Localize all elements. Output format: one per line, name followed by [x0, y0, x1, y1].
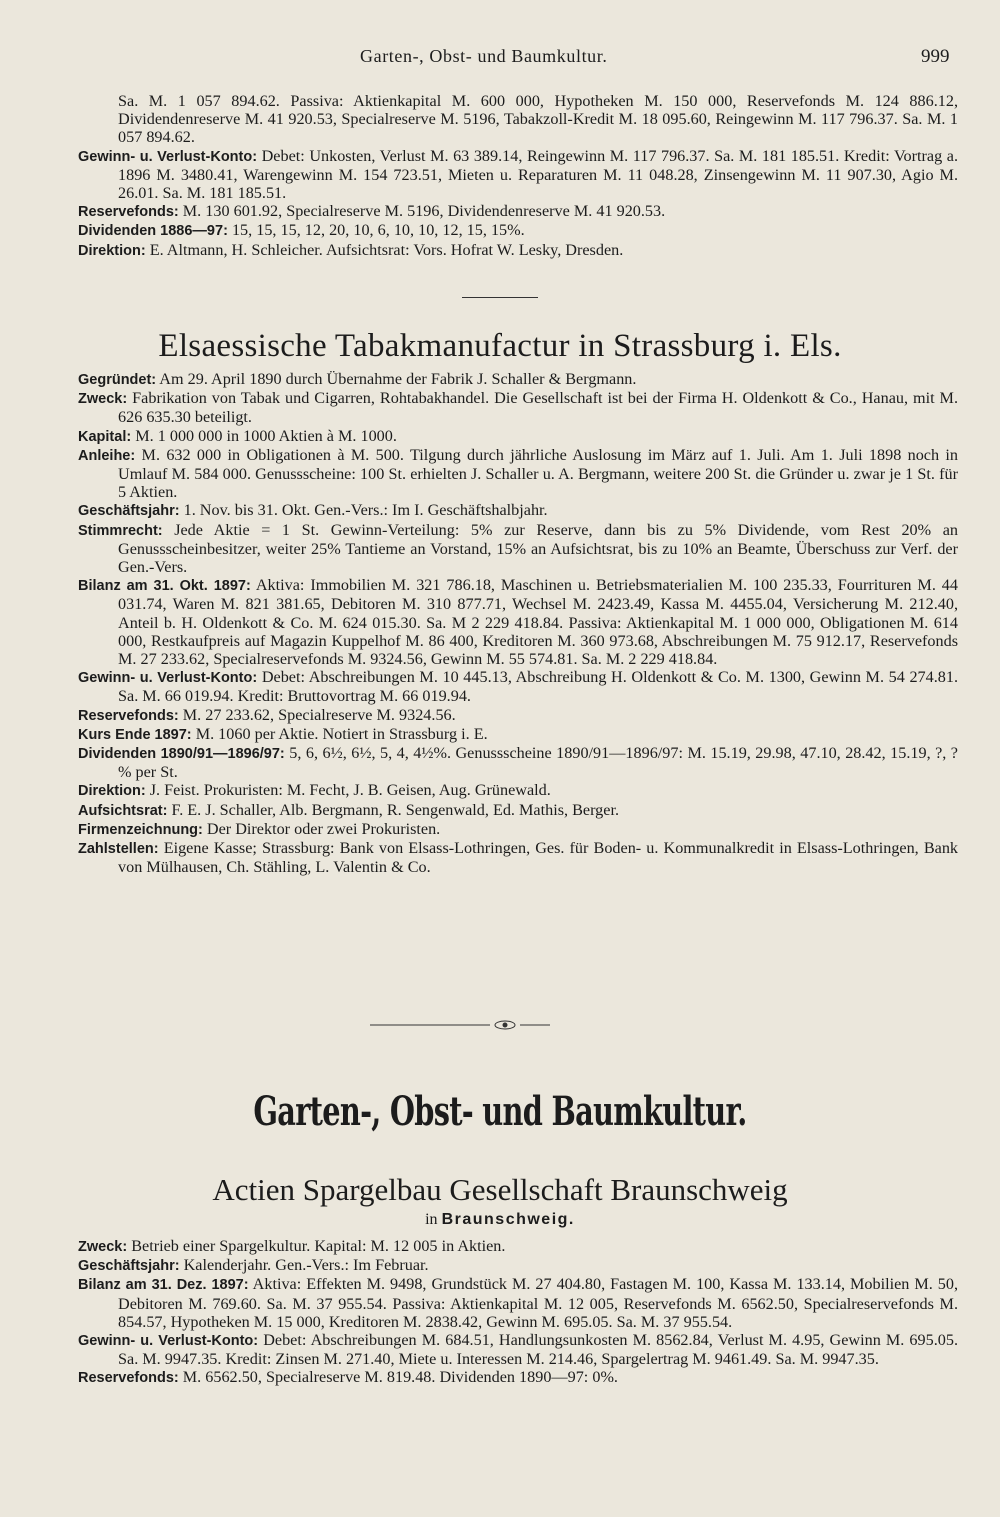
page-number: 999 [921, 46, 950, 67]
entry-text: M. 1060 per Aktie. Notiert in Strassburg i. E. [195, 724, 488, 743]
entry-paragraph [78, 389, 958, 426]
entry-text: 5, 6, 6½, 6½, 5, 4, 4½%. Genussscheine 1890/91—1896/97: M. 15.19, 29.98, 47.10, 28.42, 15.19, ?, ?% per St. [118, 744, 958, 782]
entry-text: 15, 15, 15, 12, 20, 10, 6, 10, 10, 12, 15, 15%. [231, 221, 525, 240]
entry-paragraph [78, 92, 958, 147]
entry-text: M. 632 000 in Obligationen à M. 500. Tilgung durch jährliche Auslosung im März auf 1. Juli. Am 1. Juli 1898 noch in Umlauf M. 584 000. Genussscheine: 100 St. erhielten J. Schaller u. A. Bergmann, weitere 200 St. die Gründer u. zwar je 1 St. für 5 Aktien. [118, 445, 959, 502]
entry-paragraph [78, 501, 958, 520]
entry-paragraph [78, 202, 958, 221]
entry-label: Direktion: [78, 783, 146, 800]
entry-label: Firmenzeichnung: [78, 821, 203, 838]
entry-text: Fabrikation von Tabak und Cigarren, Rohtabakhandel. Die Gesellschaft ist bei der Firma H. Oldenkott & Co., Hanau, mit M. 626 635.30 beteiligt. [118, 389, 958, 427]
entry-label: Anleihe: [78, 447, 136, 464]
ornament-divider [370, 1018, 550, 1032]
entry-paragraph [78, 521, 958, 577]
entry-text: Debet: Abschreibungen M. 684.51, Handlungsunkosten M. 8562.84, Verlust M. 4.95, Gewinn M. 695.05. Sa. M. 9947.35. Kredit: Zinsen M. 271.40, Miete u. Interessen M. 214.46, Spargelertrag M. 9461.49. Sa. M. 9947.35. [118, 1331, 958, 1369]
entry-label: Gewinn- u. Verlust-Konto: [78, 670, 258, 687]
entry-text: Debet: Unkosten, Verlust M. 63 389.14, Reingewinn M. 117 796.37. Sa. M. 181 185.51. Kredit: Vortrag a. 1896 M. 3480.41, Warengewinn M. 154 723.51, Mieten u. Reparaturen M. 11 048.28, Zinsengewinn M. 11 907.30, Agio M. 26.01. Sa. M. 181 185.51. [118, 146, 958, 203]
entry-paragraph [78, 1275, 958, 1331]
entry-text: Aktiva: Effekten M. 9498, Grundstück M. 27 404.80, Fastagen M. 100, Kassa M. 133.14, Mobilien M. 50, Debitoren M. 769.60. Sa. M. 37 955.54. Passiva: Aktienkapital M. 12 005, Reservefonds M. 6562.50, Specialreservefonds M. 854.57, Hypotheken M. 15 000, Kreditoren M. 2838.42, Gewinn M. 695.05. Sa. M. 37 955.54. [118, 1275, 958, 1331]
entry-paragraph [78, 147, 958, 203]
entry-paragraph [78, 576, 958, 668]
entry-label: Bilanz am 31. Dez. 1897: [78, 1277, 249, 1294]
company-location [0, 1211, 1000, 1229]
entry-label: Dividenden 1890/91—1896/97: [78, 746, 285, 763]
entry-label: Reservefonds: [78, 707, 179, 724]
entry-paragraph [78, 706, 958, 725]
location-name: Braunschweig. [441, 1211, 575, 1228]
entry-label: Dividenden 1886—97: [78, 223, 228, 240]
entry-label: Zahlstellen: [78, 841, 159, 858]
entry-paragraph [78, 446, 958, 502]
entry-label: Aufsichtsrat: [78, 802, 168, 819]
entry-label: Geschäftsjahr: [78, 503, 180, 520]
company-2-entries [78, 1237, 958, 1388]
entry-label: Reservefonds: [78, 1370, 179, 1387]
entry-text: Eigene Kasse; Strassburg: Bank von Elsass-Lothringen, Ges. für Boden- u. Kommunalkredit in Elsass-Lothringen, Bank von Mülhausen, Ch. Stähling, L. Valentin & Co. [118, 839, 959, 877]
entry-paragraph [78, 427, 958, 446]
continuation-block [78, 92, 958, 260]
entry-label: Gegründet: [78, 372, 157, 388]
entry-paragraph [78, 744, 958, 781]
entry-label: Zweck: [78, 1239, 128, 1255]
entry-label: Zweck: [78, 391, 128, 408]
entry-label: Gewinn- u. Verlust-Konto: [78, 1333, 259, 1350]
entry-label: Gewinn- u. Verlust-Konto: [78, 148, 258, 165]
entry-paragraph [78, 221, 958, 240]
entry-label: Direktion: [78, 242, 146, 259]
entry-label: Kurs Ende 1897: [78, 726, 192, 743]
entry-paragraph [78, 781, 958, 800]
entry-paragraph [78, 1331, 958, 1368]
section-title: Garten-, Obst- und Baumkultur. [253, 1088, 747, 1135]
entry-text: Der Direktor oder zwei Prokuristen. [206, 819, 441, 838]
entry-text: M. 130 601.92, Specialreserve M. 5196, Dividendenreserve M. 41 920.53. [182, 202, 666, 221]
entry-paragraph [78, 1256, 958, 1275]
entry-text: 1. Nov. bis 31. Okt. Gen.-Vers.: Im I. Geschäftshalbjahr. [183, 501, 548, 520]
entry-text: Aktiva: Immobilien M. 321 786.18, Maschinen u. Betriebsmaterialien M. 100 235.33, Fourrituren M. 44 031.74, Waren M. 821 381.65, Debitoren M. 310 877.71, Wechsel M. 2423.49, Kassa M. 4455.04, Versicherung M. 212.40, Anteil b. H. Oldenkott & Co. M. 624 015.30. Sa. M 2 229 418.84. Passiva: Aktienkapital M. 1 000 000, Obligationen M. 614 000, Restkaufpreis auf Magazin Kuppelhof M. 86 400, Kreditoren M. 360 973.68, Abschreibungen M. 75 912.17, Reservefonds M. 27 233.62, Specialreservefonds M. 9324.56, Gewinn M. 55 574.81. Sa. M. 2 229 418.84. [118, 576, 958, 669]
running-title: Garten-, Obst- und Baumkultur. [360, 46, 608, 66]
company-1-entries [78, 370, 958, 876]
entry-text: Debet: Abschreibungen M. 10 445.13, Abschreibung H. Oldenkott & Co. M. 1300, Gewinn M. 54 274.81. Sa. M. 66 019.94. Kredit: Bruttovortrag M. 66 019.94. [118, 668, 959, 706]
entry-text: F. E. J. Schaller, Alb. Bergmann, R. Sengenwald, Ed. Mathis, Berger. [171, 800, 619, 819]
company-heading-1: Elsaessische Tabakmanufactur in Strassburg i. Els. [158, 328, 842, 364]
entry-text: Jede Aktie = 1 St. Gewinn-Verteilung: 5% zur Reserve, dann bis zu 5% Dividende, vom Rest 20% an Genussscheinbesitzer, weiter 25% Tantieme an Vorstand, 15% an Aufsichtsrat, bis zu 10% an Beamte, Überschuss zur Verf. der Gen.-Vers. [118, 520, 959, 577]
entry-text: E. Altmann, H. Schleicher. Aufsichtsrat: Vors. Hofrat W. Lesky, Dresden. [149, 240, 624, 259]
entry-text: J. Feist. Prokuristen: M. Fecht, J. B. Geisen, Aug. Grünewald. [149, 781, 551, 800]
entry-paragraph [78, 1368, 958, 1387]
entry-label: Stimmrecht: [78, 522, 163, 539]
entry-text: Kalenderjahr. Gen.-Vers.: Im Februar. [183, 1256, 429, 1275]
entry-text: Betrieb einer Spargelkultur. Kapital: M. 12 005 in Aktien. [131, 1237, 506, 1255]
separator-rule [462, 297, 538, 298]
entry-text: M. 6562.50, Specialreserve M. 819.48. Dividenden 1890—97: 0%. [182, 1368, 618, 1387]
entry-text: Am 29. April 1890 durch Übernahme der Fabrik J. Schaller & Bergmann. [159, 370, 637, 388]
running-header [0, 46, 1000, 72]
entry-label: Bilanz am 31. Okt. 1897: [78, 578, 251, 595]
entry-paragraph [78, 839, 958, 876]
entry-paragraph [78, 820, 958, 839]
entry-label: Geschäftsjahr: [78, 1258, 180, 1275]
location-prefix: in [425, 1211, 438, 1228]
entry-paragraph [78, 801, 958, 820]
entry-text: M. 27 233.62, Specialreserve M. 9324.56. [182, 705, 456, 724]
entry-paragraph [78, 370, 958, 389]
entry-text: M. 1 000 000 in 1000 Aktien à M. 1000. [135, 426, 397, 445]
entry-paragraph [78, 241, 958, 260]
entry-text: Sa. M. 1 057 894.62. Passiva: Aktienkapital M. 600 000, Hypotheken M. 150 000, Reservefonds M. 124 886.12, Dividendenreserve M. 41 920.53, Specialreserve M. 5196, Tabakzoll-Kredit M. 18 095.60, Reingewinn M. 117 796.37. Sa. M. 1 057 894.62. [118, 92, 958, 147]
entry-paragraph [78, 668, 958, 705]
entry-label: Kapital: [78, 428, 132, 445]
company-heading-2: Actien Spargelbau Gesellschaft Braunschweig [212, 1172, 788, 1207]
entry-paragraph [78, 1237, 958, 1256]
entry-paragraph [78, 725, 958, 744]
entry-label: Reservefonds: [78, 204, 179, 221]
